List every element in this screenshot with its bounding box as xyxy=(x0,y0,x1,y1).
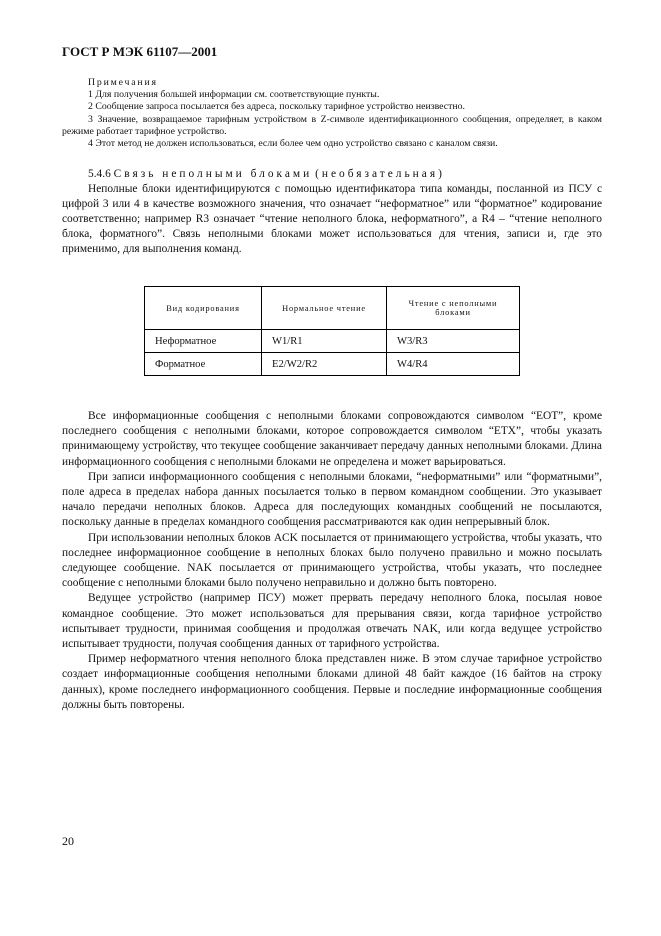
table-cell: W4/R4 xyxy=(387,353,520,376)
section-heading xyxy=(62,167,602,182)
section-qualifier: (необязательная) xyxy=(315,168,445,180)
body-text xyxy=(62,409,602,713)
note-item: 1 Для получения большей информации см. соответствующие пункты. xyxy=(88,89,380,101)
table-header-row xyxy=(145,287,520,330)
body-paragraph: Ведущее устройство (например ПСУ) может прервать передачу неполного блока, посылая новое командное сообщение. Это может использоваться для прерывания связи, когда тарифное устройство испытывает трудности, принимая сообщения и продолжая отвечать NAK, или когда ведущее устройство испытывает трудности, получая сообщения данных от тарифного устройства. xyxy=(62,592,602,651)
body-paragraph: При использовании неполных блоков ACK посылается от принимающего устройства, чтобы указать, что последнее информационное сообщение в неполных блоках было получено правильно и можно посылать следующее сообщение. NAK посылается от принимающего устройства, чтобы указать, что последнее сообщение с неполными блоками было получено неправильно и должно быть повторено. xyxy=(62,531,602,590)
page-number: 20 xyxy=(62,834,74,848)
note-item: 2 Сообщение запроса посылается без адреса, поскольку тарифное устройство неизвестно. xyxy=(88,101,465,113)
table-cell: Форматное xyxy=(145,353,262,376)
notes-title: Примечания xyxy=(88,77,158,88)
body-paragraph: При записи информационного сообщения с неполными блоками, “неформатными” или “форматными”, поле адреса в пределах набора данных посылается только в первом командном сообщении. Это указывает начало передачи неполных блоков. Адреса для последующих командных сообщений не посылаются, поскольку данные в пределах командного сообщения рассматриваются как один непрерывный блок. xyxy=(62,470,602,529)
table-header-cell: Вид кодирования xyxy=(145,287,262,330)
table-header-cell: Нормальное чтение xyxy=(262,287,387,330)
section-paragraph: Неполные блоки идентифицируются с помощью идентификатора типа команды, посланной из ПСУ с цифрой 3 или 4 в качестве возможного значения, что означает “неформатное” или “форматное” кодирование соответственно; например R3 означает “чтение неполного блока, неформатного”, а R4 – “чтение неполного блока, форматного”. Связь неполными блоками может использоваться для чтения, записи и, где это применимо, для выполнения команд. xyxy=(62,183,602,255)
table-cell: W1/R1 xyxy=(262,330,387,353)
note-item: 3 Значение, возвращаемое тарифным устройством в Z-символе идентификационного сообщения, определяет, в каком режиме работает тарифное устройство. xyxy=(62,113,602,137)
section-5-4-6 xyxy=(62,167,602,257)
table-row xyxy=(145,353,520,376)
body-paragraph: Все информационные сообщения с неполными блоками сопровождаются символом “EOT”, кроме последнего сообщения с неполными блоками, которое сопровождается символом “ETX”, чтобы указать принимающему устройству, что текущее сообщение заканчивает передачу данных неполными блоками. Длина информационного сообщения с неполными блоками не определена и может варьироваться. xyxy=(62,410,602,468)
table-header-cell: Чтение с неполными блоками xyxy=(387,287,520,330)
document-header: ГОСТ Р МЭК 61107—2001 xyxy=(62,44,218,59)
table-cell: E2/W2/R2 xyxy=(262,353,387,376)
table-row xyxy=(145,330,520,353)
notes-block xyxy=(62,77,602,150)
table-cell: W3/R3 xyxy=(387,330,520,353)
section-number: 5.4.6 xyxy=(88,168,111,180)
table-cell: Неформатное xyxy=(145,330,262,353)
note-item: 4 Этот метод не должен использоваться, если более чем одно устройство связано с каналом связи. xyxy=(88,138,498,150)
section-title: Связь неполными блоками xyxy=(113,168,313,180)
body-paragraph: Пример неформатного чтения неполного блока представлен ниже. В этом случае тарифное устройство создает информационные сообщения неполными блоками длиной 48 байт каждое (16 байтов на строку данных), кроме последнего информационного сообщения. Первые и последние информационные сообщения должны быть повторены. xyxy=(62,653,602,711)
coding-table xyxy=(144,286,520,376)
